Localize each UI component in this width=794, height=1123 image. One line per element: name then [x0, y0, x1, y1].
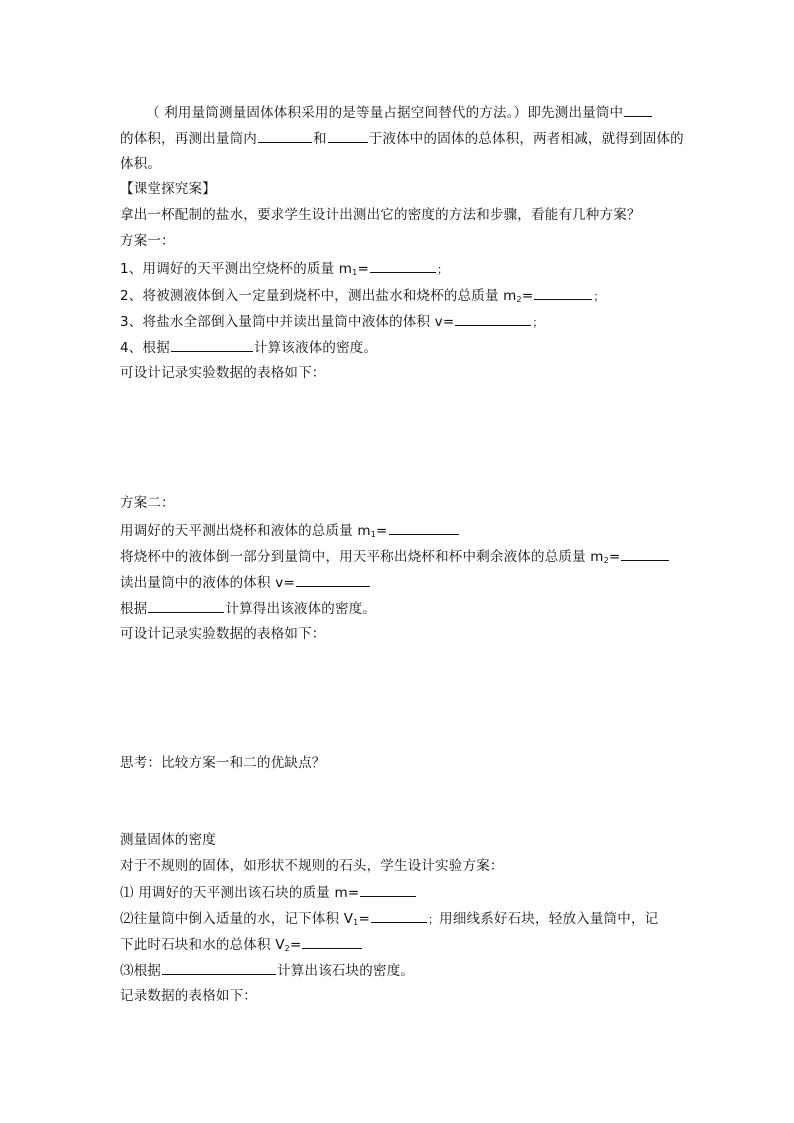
intro-text-2a: 的体积，再测出量筒内 — [120, 131, 257, 147]
solid-step2-line1: ⑵往量筒中倒入适量的水，记下体积 $V_1=$ ；用细线系好石块，轻放入量筒中，记 — [120, 908, 690, 928]
blank-total-volume[interactable] — [302, 934, 362, 949]
plan1-step3: 3、将盐水全部倒入量筒中并读出量筒中液体的体积 v= ； — [120, 311, 690, 331]
solid-step1: ⑴ 用调好的天平测出该石块的质量 m= — [120, 882, 690, 902]
blank-formula-plan2[interactable] — [148, 598, 224, 613]
intro-text-2b: 和 — [313, 131, 327, 147]
blank-plan2-remaining-mass[interactable] — [621, 546, 669, 561]
plan2-table-note: 可设计记录实验数据的表格如下： — [120, 626, 326, 642]
intro-line-1 — [146, 102, 716, 122]
blank-formula-solid[interactable] — [162, 960, 276, 975]
intro-text-1: （ 利用量筒测量固体体积采用的是等量占据空间替代的方法。）即先测出量筒中 — [146, 105, 624, 121]
blank-empty-beaker-mass[interactable] — [370, 258, 436, 273]
blank-intro-1[interactable] — [258, 128, 312, 143]
plan2-step4: 根据 计算得出该液体的密度。 — [120, 598, 690, 618]
intro-line-3 — [120, 154, 690, 174]
solid-title: 测量固体的密度 — [120, 832, 216, 848]
section-heading: 【课堂探究案】 — [120, 181, 216, 197]
plan1-step4: 4、根据 计算该液体的密度。 — [120, 337, 690, 357]
blank-formula-plan1[interactable] — [171, 337, 253, 352]
plan2-title: 方案二： — [120, 495, 175, 511]
plan1-table-note: 可设计记录实验数据的表格如下： — [120, 365, 326, 381]
plan1-step1: 1、用调好的天平测出空烧杯的质量 $m_1=$ ； — [120, 258, 690, 278]
solid-step3: ⑶根据 计算出该石块的密度。 — [120, 960, 690, 980]
solid-desc: 对于不规则的固体，如形状不规则的石头，学生设计实验方案： — [120, 858, 504, 874]
blank-water-volume[interactable] — [371, 908, 427, 923]
plan2-step2: 将烧杯中的液体倒一部分到量筒中，用天平称出烧杯和杯中剩余液体的总质量 $m_2=$ — [120, 546, 690, 566]
blank-intro-2[interactable] — [328, 128, 368, 143]
blank-liquid-volume[interactable] — [624, 102, 652, 117]
blank-plan2-total-mass[interactable] — [389, 520, 459, 535]
think-question: 思考：比较方案一和二的优缺点？ — [120, 755, 326, 771]
intro-text-2c: 于液体中的固体的总体积，两者相减，就得到固体的 — [368, 131, 684, 147]
plan1-title: 方案一： — [120, 233, 175, 249]
blank-stone-mass[interactable] — [360, 882, 416, 897]
blank-plan2-volume[interactable] — [296, 572, 370, 587]
task-text: 拿出一杯配制的盐水，要求学生设计出测出它的密度的方法和步骤，看能有几种方案？ — [120, 207, 641, 223]
blank-total-mass[interactable] — [534, 285, 592, 300]
intro-text-3: 体积。 — [120, 156, 162, 172]
plan2-step1: 用调好的天平测出烧杯和液体的总质量 $m_1=$ — [120, 520, 690, 540]
plan2-step3: 读出量筒中的液体的体积 v= — [120, 572, 690, 592]
intro-line-2 — [120, 128, 690, 148]
plan1-step2: 2、将被测液体倒入一定量到烧杯中，测出盐水和烧杯的总质量 $m_2=$ ； — [120, 285, 690, 305]
solid-table-note: 记录数据的表格如下： — [120, 988, 257, 1004]
solid-step2-line2: 下此时石块和水的总体积 $V_2=$ — [120, 934, 690, 954]
blank-liquid-volume-plan1[interactable] — [455, 311, 531, 326]
